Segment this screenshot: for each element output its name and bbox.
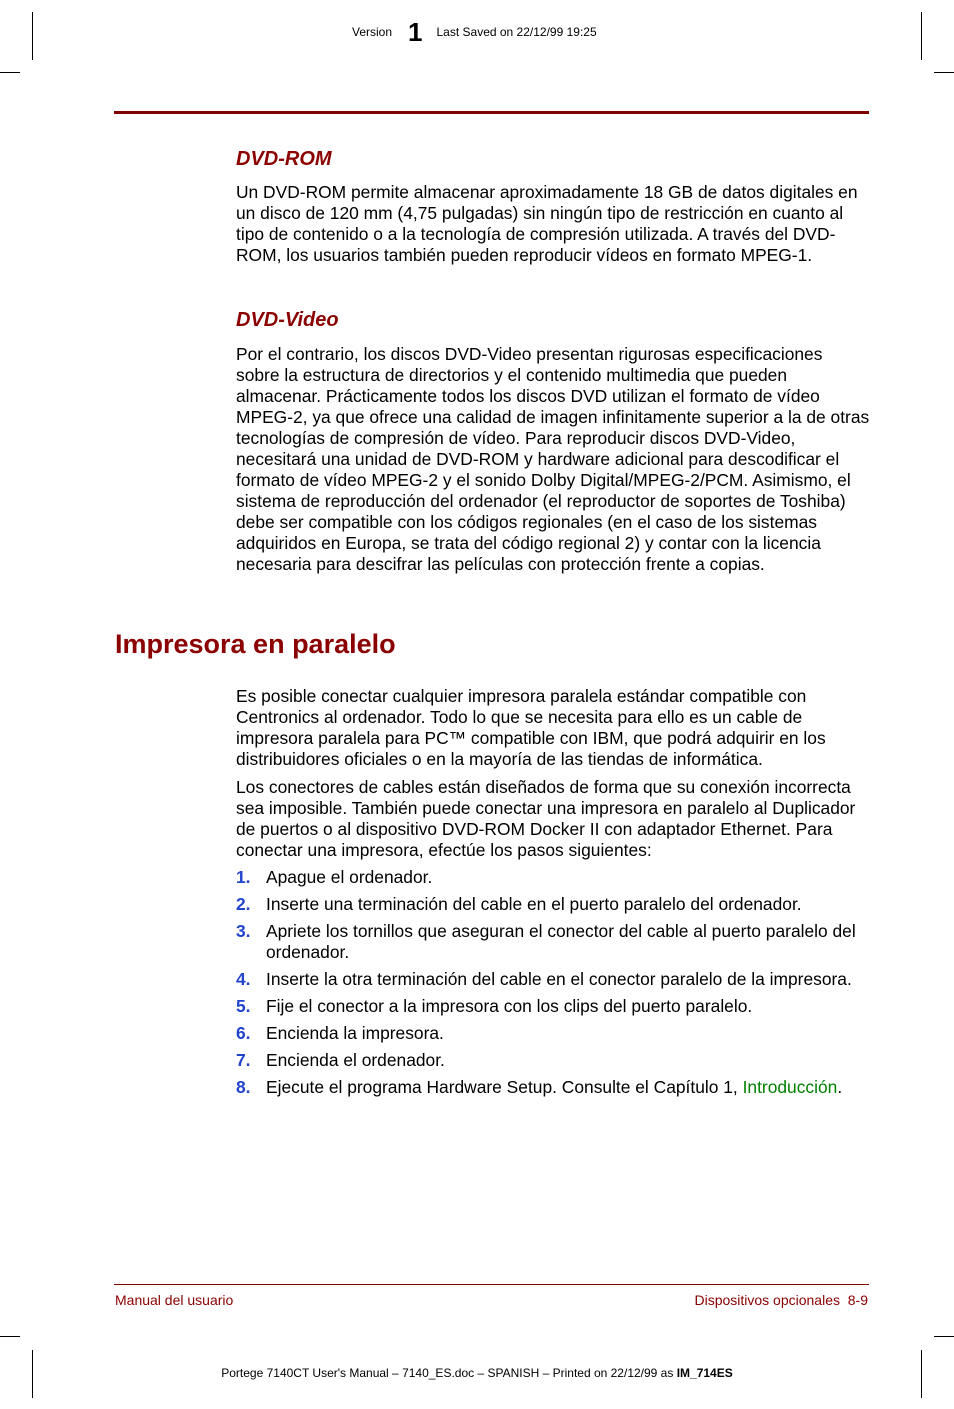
crop-mark	[0, 72, 20, 73]
step-number: 1.	[236, 867, 251, 887]
step-text: Inserte la otra terminación del cable en el conector paralelo de la impresora.	[266, 969, 852, 989]
list-item	[236, 894, 870, 915]
crop-mark	[934, 72, 954, 73]
list-item	[236, 1023, 870, 1044]
section-dvdrom	[236, 149, 870, 266]
paragraph: Por el contrario, los discos DVD-Video presentan rigurosas especificaciones sobre la estructura de directorios y el contenido multimedia que pueden almacenar. Prácticamente todos los discos DVD utilizan el formato de vídeo MPEG-2, ya que ofrece una calidad de imagen infinitamente superior a la de otras tecnologías de compresión de vídeo. Para reproducir discos DVD-Video, necesitará una unidad de DVD-ROM y hardware adicional para descodificar el formato de vídeo MPEG-2 y el sonido Dolby Digital/MPEG-2/PCM. Asimismo, el sistema de reproducción del ordenador (el reproductor de soportes de Toshiba) debe ser compatible con los códigos regionales (en el caso de los sistemas adquiridos en Europa, se trata del código regional 2) y contar con la licencia necesaria para descifrar las películas con protección frente a copias.	[236, 344, 870, 574]
bottom-rule	[114, 1284, 869, 1285]
version-label: Version	[352, 25, 393, 39]
list-item	[236, 969, 870, 990]
step-text: Encienda el ordenador.	[266, 1050, 445, 1070]
step-text: Fije el conector a la impresora con los clips del puerto paralelo.	[266, 996, 753, 1016]
list-item	[236, 1077, 870, 1098]
list-item	[236, 996, 870, 1017]
step-number: 2.	[236, 894, 251, 914]
footer-title: Manual del usuario	[115, 1292, 234, 1308]
paragraph: Es posible conectar cualquier impresora paralela estándar compatible con Centronics al ordenador. Todo lo que se necesita para ello es un cable de impresora paralela para PC™ compatible con IBM, que podrá adquirir en los distribuidores oficiales o en la mayoría de las tiendas de informática.	[236, 686, 826, 769]
print-code: IM_714ES	[676, 1366, 733, 1380]
crop-mark	[32, 12, 33, 60]
chapter-heading: Impresora en paralelo	[115, 629, 396, 659]
step-number: 5.	[236, 996, 251, 1016]
version-header	[352, 17, 597, 47]
step-number: 3.	[236, 921, 251, 941]
section-title: DVD-Video	[236, 309, 339, 331]
step-text: Inserte una terminación del cable en el puerto paralelo del ordenador.	[266, 894, 802, 914]
list-item	[236, 1050, 870, 1071]
step-text: Apague el ordenador.	[266, 867, 433, 887]
section-printer	[236, 686, 870, 1104]
footer-page-number: Dispositivos opcionales 8-9	[694, 1292, 868, 1308]
step-text: Encienda la impresora.	[266, 1023, 444, 1043]
step-text: Ejecute el programa Hardware Setup. Consulte el Capítulo 1,	[266, 1077, 743, 1097]
print-info-text: Portege 7140CT User's Manual – 7140_ES.doc – SPANISH – Printed on 22/12/99 as	[221, 1366, 677, 1380]
crop-mark	[0, 1336, 20, 1337]
steps-list	[236, 867, 870, 1098]
chapter-link[interactable]: Introducción	[742, 1077, 838, 1097]
version-number: 1	[408, 17, 423, 47]
print-info	[0, 1366, 954, 1380]
section-dvdvideo	[236, 310, 870, 575]
step-text-end: .	[837, 1077, 843, 1097]
list-item	[236, 921, 870, 963]
list-item	[236, 867, 870, 888]
step-text: Apriete los tornillos que aseguran el conector del cable al puerto paralelo del ordenador.	[266, 921, 856, 962]
section-title: DVD-ROM	[236, 148, 332, 170]
paragraph: Un DVD-ROM permite almacenar aproximadamente 18 GB de datos digitales en un disco de 120 mm (4,75 pulgadas) sin ningún tipo de restricción en cuanto al tipo de contenido o a la tecnología de compresión utilizada. A través del DVD-ROM, los usuarios también pueden reproducir vídeos en formato MPEG-1.	[236, 182, 858, 265]
crop-mark	[934, 1336, 954, 1337]
step-number: 8.	[236, 1077, 251, 1097]
paragraph: Los conectores de cables están diseñados de forma que su conexión incorrecta sea imposible. También puede conectar una impresora en paralelo al Duplicador de puertos o al dispositivo DVD-ROM Docker II con adaptador Ethernet. Para conectar una impresora, efectúe los pasos siguientes:	[236, 777, 856, 860]
last-saved: Last Saved on 22/12/99 19:25	[436, 25, 597, 39]
step-number: 4.	[236, 969, 251, 989]
top-rule	[114, 111, 869, 114]
crop-mark	[921, 12, 922, 60]
step-number: 7.	[236, 1050, 251, 1070]
step-number: 6.	[236, 1023, 251, 1043]
